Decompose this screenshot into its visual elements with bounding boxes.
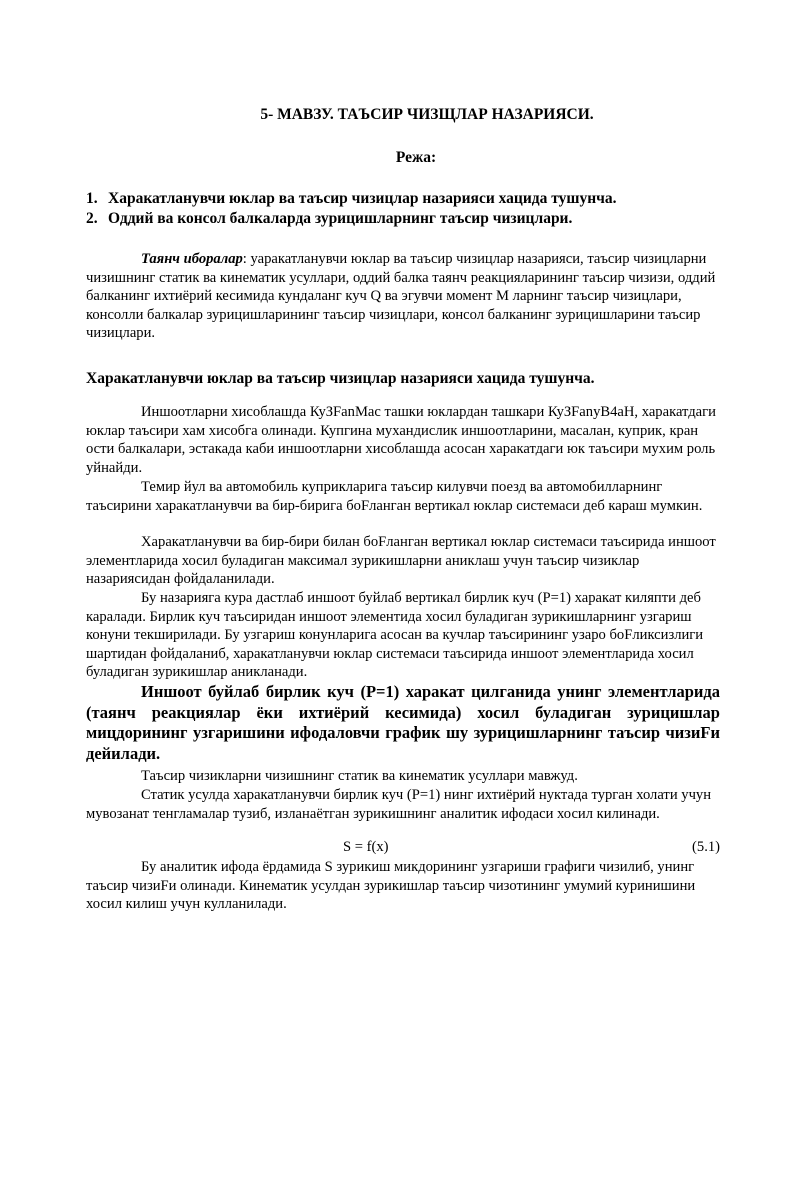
plan-item [86, 210, 572, 229]
plan-item-number: 1. [86, 190, 98, 207]
keywords-text: : уаракатланувчи юклар ва таъсир чизицлар назарияси, таъсир чизицларни чизишнинг статик ва кинематик усуллари, оддий балка таянч реакцияларининг таъсир чизизи, оддий балканинг ихтиёрий кесимида кундаланг куч Q ва эгувчи момент М ларнинг таъсир чизицлари, консолли балкалар зурицишларининг таъсир чизицлари, консол балканинг зурицишларини таъсир чизицлари. [86, 251, 716, 342]
body-paragraph: Харакатланувчи ва бир-бири билан боFланган вертикал юклар системаси таъсирида иншоот элементларида хосил буладиган максимал зурикишларни аниклаш учун таъсир чизиклар назариясидан фойдаланилади. [86, 534, 716, 588]
body-paragraph: Бу аналитик ифода ёрдамида S зурикиш микдорининг узгариши графиги чизилиб, унинг таъсир чизиFи олинади. Кинематик усулдан зурикишлар таъсир чизотининг умумий куринишини хосил килиш учун кулланилади. [86, 859, 696, 913]
definition-paragraph: Иншоот буйлаб бирлик куч (Р=1) харакат цилганида унинг элементларида (таянч реакциялар ёки ихтиёрий кесимида) хосил буладиган зурицишлар мицдорининг узгаришини ифодаловчи график шу зурицишларнинг таъсир чизиFи дейилади. [86, 682, 720, 763]
plan-item [86, 190, 617, 209]
keywords-paragraph [86, 250, 720, 343]
keywords-label: Таянч иборалар [141, 251, 243, 267]
body-paragraph: Иншоотларни хисоблашда КуЗFanMac ташки юклардан ташкари КуЗFanyB4aH, харакатдаги юклар таъсири хам хисобга олинади. Купгина мухандислик иншоотларини, масалан, куприк, кран ости балкалари, эстакада каби иншоотларни хисоблашда асосан харакатдаги юк таъсири мухим роль уйнайди. [86, 404, 716, 476]
plan-item-text: Харакатланувчи юклар ва таъсир чизицлар назарияси хацида тушунча. [108, 190, 617, 207]
page-title: 5- МАВЗУ. ТАЪСИР ЧИЗЩЛАР НАЗАРИЯСИ. [260, 106, 594, 123]
formula-line [86, 838, 720, 857]
body-paragraph: Таъсир чизикларни чизишнинг статик ва кинематик усуллари мавжуд. [141, 768, 578, 784]
plan-item-number: 2. [86, 210, 98, 227]
body-paragraph: Бу назарияга кура дастлаб иншоот буйлаб вертикал бирлик куч (Р=1) харакат киляпти деб каралади. Бирлик куч таъсиридан иншоот элементида хосил буладиган зурикишларнинг узгариш конуни текширилади. Бу узгариш конунларига асосан ва кучлар таъсирининг узаро боFликсизлиги шартидан фойдаланиб, харакатланувчи юклар системаси таъсирида иншоот элементларида хосил буладиган зурикишлар аникланади. [86, 590, 704, 681]
body-paragraph: Темир йул ва автомобиль куприкларига таъсир килувчи поезд ва автомобилларнинг таъсирини харакатланувчи ва бир-бирига боFланган вертикал юклар системаси деб караш мумкин. [86, 479, 703, 514]
plan-label: Режа: [395, 149, 437, 166]
formula-number: (5.1) [692, 839, 720, 855]
body-paragraph: Статик усулда харакатланувчи бирлик куч (Р=1) нинг ихтиёрий нуктада турган холати учун мувозанат тенгламалар тузиб, изланаётган зурикишнинг аналитик ифодаси хосил килинади. [86, 787, 712, 822]
formula-expression: S = f(x) [343, 839, 389, 855]
section-heading: Харакатланувчи юклар ва таъсир чизицлар назарияси хацида тушунча. [86, 370, 595, 387]
plan-item-text: Оддий ва консол балкаларда зурицишларнинг таъсир чизицлари. [108, 210, 573, 227]
